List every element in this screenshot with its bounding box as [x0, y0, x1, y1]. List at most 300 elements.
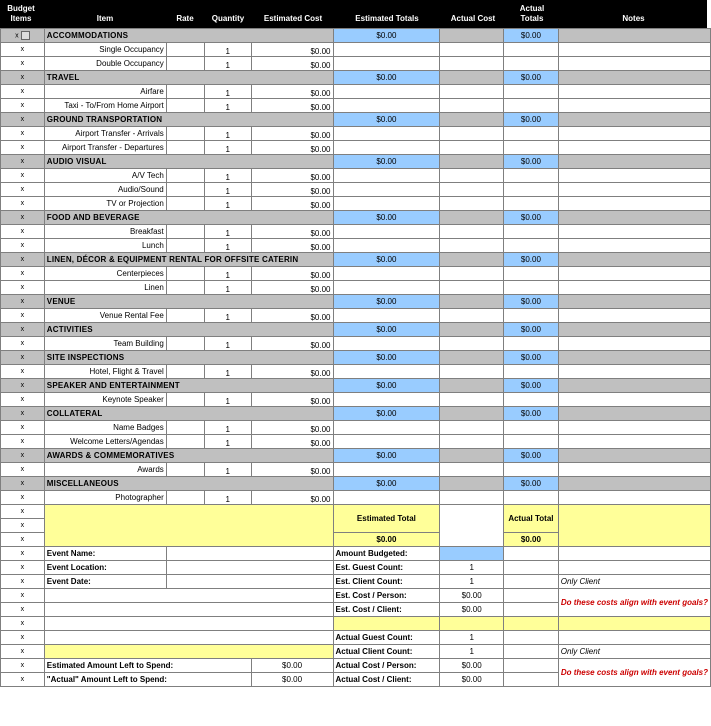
item-row [1, 435, 711, 449]
header-estimated-cost[interactable]: Estimated Cost [263, 14, 323, 23]
item-name[interactable]: Awards [44, 463, 166, 477]
actual-left-label: "Actual" Amount Left to Spend: [44, 673, 251, 687]
actual-totals-cell [504, 239, 559, 253]
actual-totals-cell [504, 225, 559, 239]
category-row [1, 379, 711, 393]
item-row [1, 239, 711, 253]
est-client-count-value[interactable]: 1 [440, 575, 504, 589]
filter-dropdown-icon[interactable] [21, 31, 30, 40]
estimated-totals-cell [333, 169, 440, 183]
item-row [1, 281, 711, 295]
row-marker: x [1, 57, 45, 71]
actual-cost-cell[interactable] [440, 477, 504, 491]
notes-cell[interactable] [558, 491, 710, 505]
item-name[interactable]: Linen [44, 281, 166, 295]
quantity-cell[interactable]: 1 [204, 281, 251, 295]
actual-cost-cell[interactable] [440, 323, 504, 337]
category-row [1, 71, 711, 85]
row-marker: x [1, 533, 45, 547]
est-cost-client-label: Est. Cost / Client: [333, 603, 440, 617]
category-name: COLLATERAL [44, 407, 333, 421]
category-row [1, 407, 711, 421]
estimated-total-cell: $0.00 [333, 155, 440, 169]
rate-cell[interactable] [166, 57, 204, 71]
notes-cell[interactable] [558, 57, 710, 71]
actual-totals-cell [504, 421, 559, 435]
item-row [1, 43, 711, 57]
actual-cost-cell[interactable] [440, 141, 504, 155]
notes-cell[interactable] [558, 183, 710, 197]
item-row [1, 225, 711, 239]
item-name[interactable]: Hotel, Flight & Travel [44, 365, 166, 379]
est-cost-person-row [1, 589, 711, 603]
estimated-totals-cell [333, 421, 440, 435]
row-marker: x [1, 575, 45, 589]
item-name[interactable]: Venue Rental Fee [44, 309, 166, 323]
actual-cost-cell[interactable] [440, 463, 504, 477]
event-name-input[interactable] [166, 547, 333, 561]
estimated-cost-cell: $0.00 [251, 99, 333, 113]
notes-cell[interactable] [558, 169, 710, 183]
notes-cell[interactable] [558, 43, 710, 57]
category-name: TRAVEL [44, 71, 333, 85]
actual-cost-cell[interactable] [440, 281, 504, 295]
item-row [1, 183, 711, 197]
actual-cost-cell[interactable] [440, 421, 504, 435]
category-name: ACTIVITIES [44, 323, 333, 337]
actual-cost-cell[interactable] [440, 225, 504, 239]
actual-cost-cell[interactable] [440, 99, 504, 113]
item-name[interactable]: A/V Tech [44, 169, 166, 183]
row-marker: x [1, 407, 45, 421]
estimated-totals-cell [333, 225, 440, 239]
actual-cost-cell[interactable] [440, 379, 504, 393]
rate-cell[interactable] [166, 85, 204, 99]
estimated-total-cell: $0.00 [333, 477, 440, 491]
header-actual-totals[interactable]: Actual Totals [519, 4, 545, 23]
estimated-cost-cell: $0.00 [251, 43, 333, 57]
actual-client-count-value[interactable]: 1 [440, 645, 504, 659]
estimated-total-cell: $0.00 [333, 71, 440, 85]
notes-cell[interactable] [558, 421, 710, 435]
category-row [1, 29, 711, 43]
estimated-totals-cell [333, 141, 440, 155]
rate-cell[interactable] [166, 463, 204, 477]
notes-cell[interactable] [558, 211, 710, 225]
category-row [1, 211, 711, 225]
actual-total-cell: $0.00 [504, 29, 559, 43]
category-row [1, 323, 711, 337]
quantity-cell[interactable]: 1 [204, 309, 251, 323]
category-name: GROUND TRANSPORTATION [44, 113, 333, 127]
estimated-total-label: Estimated Total [333, 505, 440, 533]
notes-cell[interactable] [558, 463, 710, 477]
actual-totals-cell [504, 127, 559, 141]
actual-cost-cell[interactable] [440, 57, 504, 71]
est-client-count-label: Est. Client Count: [333, 575, 440, 589]
estimated-cost-cell: $0.00 [251, 337, 333, 351]
rate-cell[interactable] [166, 421, 204, 435]
actual-guest-count-row [1, 631, 711, 645]
row-marker: x [1, 225, 45, 239]
row-marker: x [1, 589, 45, 603]
quantity-cell[interactable]: 1 [204, 85, 251, 99]
row-marker: x [1, 253, 45, 267]
row-marker: x [1, 547, 45, 561]
actual-cost-cell[interactable] [440, 169, 504, 183]
rate-cell[interactable] [166, 197, 204, 211]
actual-total-cell: $0.00 [504, 477, 559, 491]
est-cost-person-value: $0.00 [440, 589, 504, 603]
category-row [1, 351, 711, 365]
quantity-cell[interactable]: 1 [204, 197, 251, 211]
actual-cost-cell[interactable] [440, 183, 504, 197]
estimated-total-cell: $0.00 [333, 113, 440, 127]
item-name[interactable]: Double Occupancy [44, 57, 166, 71]
notes-cell[interactable] [558, 99, 710, 113]
estimated-totals-cell [333, 463, 440, 477]
quantity-cell[interactable]: 1 [204, 435, 251, 449]
item-name[interactable]: Single Occupancy [44, 43, 166, 57]
notes-cell[interactable] [558, 225, 710, 239]
notes-cell[interactable] [558, 281, 710, 295]
category-name: AWARDS & COMMEMORATIVES [44, 449, 333, 463]
quantity-cell[interactable]: 1 [204, 169, 251, 183]
actual-cost-cell[interactable] [440, 295, 504, 309]
actual-cost-cell[interactable] [440, 435, 504, 449]
rate-cell[interactable] [166, 365, 204, 379]
actual-cost-cell[interactable] [440, 365, 504, 379]
header-actual-cost[interactable]: Actual Cost [450, 14, 496, 23]
item-row [1, 127, 711, 141]
estimated-totals-cell [333, 365, 440, 379]
estimated-totals-cell [333, 435, 440, 449]
header-quantity[interactable]: Quantity [211, 14, 245, 23]
item-name[interactable]: Name Badges [44, 421, 166, 435]
row-marker: x [1, 29, 45, 43]
actual-totals-cell [504, 43, 559, 57]
item-row [1, 197, 711, 211]
actual-client-count-label: Actual Client Count: [333, 645, 440, 659]
quantity-cell[interactable]: 1 [204, 239, 251, 253]
item-name[interactable]: Audio/Sound [44, 183, 166, 197]
actual-totals-cell [504, 463, 559, 477]
notes-cell[interactable] [558, 295, 710, 309]
category-name: ACCOMMODATIONS [44, 29, 333, 43]
actual-cost-cell[interactable] [440, 127, 504, 141]
actual-total-value[interactable]: $0.00 [504, 533, 559, 547]
rate-cell[interactable] [166, 281, 204, 295]
header-estimated-totals[interactable]: Estimated Totals [355, 14, 419, 23]
actual-total-cell: $0.00 [504, 113, 559, 127]
actual-cost-cell[interactable] [440, 85, 504, 99]
estimated-cost-cell: $0.00 [251, 435, 333, 449]
estimated-total-value[interactable]: $0.00 [333, 533, 440, 547]
estimated-totals-cell [333, 99, 440, 113]
notes-cell[interactable] [558, 155, 710, 169]
estimated-totals-cell [333, 43, 440, 57]
item-name[interactable]: Team Building [44, 337, 166, 351]
actual-cost-cell[interactable] [440, 211, 504, 225]
quantity-cell[interactable]: 1 [204, 463, 251, 477]
row-marker: x [1, 645, 45, 659]
event-name-row [1, 547, 711, 561]
row-marker: x [1, 183, 45, 197]
notes-cell[interactable] [558, 197, 710, 211]
event-name-label: Event Name: [44, 547, 166, 561]
event-date-label: Event Date: [44, 575, 166, 589]
notes-cell[interactable] [558, 141, 710, 155]
est-guest-count-label: Est. Guest Count: [333, 561, 440, 575]
est-cost-person-label: Est. Cost / Person: [333, 589, 440, 603]
event-location-input[interactable] [166, 561, 333, 575]
item-name[interactable]: Airfare [44, 85, 166, 99]
notes-cell[interactable] [558, 393, 710, 407]
row-marker: x [1, 323, 45, 337]
item-name[interactable]: Welcome Letters/Agendas [44, 435, 166, 449]
rate-cell[interactable] [166, 309, 204, 323]
notes-cell[interactable] [558, 267, 710, 281]
estimated-total-cell: $0.00 [333, 253, 440, 267]
actual-totals-cell [504, 309, 559, 323]
actual-cost-cell[interactable] [440, 29, 504, 43]
header-rate[interactable]: Rate [176, 14, 194, 23]
header-notes[interactable]: Notes [622, 14, 645, 23]
actual-cost-person-label: Actual Cost / Person: [333, 659, 440, 673]
actual-cost-cell[interactable] [440, 43, 504, 57]
actual-cost-cell[interactable] [440, 239, 504, 253]
actual-cost-cell[interactable] [440, 393, 504, 407]
row-marker: x [1, 85, 45, 99]
actual-cost-cell[interactable] [440, 197, 504, 211]
estimated-total-cell: $0.00 [333, 449, 440, 463]
notes-cell[interactable] [558, 351, 710, 365]
event-date-input[interactable] [166, 575, 333, 589]
rate-cell[interactable] [166, 393, 204, 407]
category-row [1, 113, 711, 127]
actual-totals-cell [504, 99, 559, 113]
est-left-label: Estimated Amount Left to Spend: [44, 659, 251, 673]
quantity-cell[interactable]: 1 [204, 421, 251, 435]
item-name[interactable]: Lunch [44, 239, 166, 253]
estimated-cost-cell: $0.00 [251, 57, 333, 71]
item-row [1, 463, 711, 477]
rate-cell[interactable] [166, 225, 204, 239]
actual-totals-cell [504, 393, 559, 407]
actual-cost-cell[interactable] [440, 407, 504, 421]
estimated-cost-cell: $0.00 [251, 365, 333, 379]
actual-cost-cell[interactable] [440, 449, 504, 463]
row-marker: x [1, 351, 45, 365]
quantity-cell[interactable]: 1 [204, 267, 251, 281]
actual-cost-cell[interactable] [440, 71, 504, 85]
item-row [1, 141, 711, 155]
amount-budgeted-label: Amount Budgeted: [333, 547, 440, 561]
quantity-cell[interactable]: 1 [204, 99, 251, 113]
item-row [1, 57, 711, 71]
actual-guest-count-value[interactable]: 1 [440, 631, 504, 645]
row-marker: x [1, 309, 45, 323]
actual-totals-cell [504, 197, 559, 211]
notes-cell[interactable] [558, 29, 710, 43]
notes-cell[interactable] [558, 113, 710, 127]
quantity-cell[interactable]: 1 [204, 43, 251, 57]
quantity-cell[interactable]: 1 [204, 225, 251, 239]
item-name[interactable]: Keynote Speaker [44, 393, 166, 407]
category-name: SPEAKER AND ENTERTAINMENT [44, 379, 333, 393]
rate-cell[interactable] [166, 127, 204, 141]
estimated-cost-cell: $0.00 [251, 281, 333, 295]
quantity-cell[interactable]: 1 [204, 127, 251, 141]
item-name[interactable]: Photographer [44, 491, 166, 505]
quantity-cell[interactable]: 1 [204, 365, 251, 379]
actual-cost-cell[interactable] [440, 491, 504, 505]
category-name: FOOD AND BEVERAGE [44, 211, 333, 225]
actual-totals-cell [504, 183, 559, 197]
item-row [1, 365, 711, 379]
rate-cell[interactable] [166, 183, 204, 197]
quantity-cell[interactable]: 1 [204, 337, 251, 351]
estimated-totals-cell [333, 239, 440, 253]
category-name: AUDIO VISUAL [44, 155, 333, 169]
estimated-totals-cell [333, 309, 440, 323]
item-name[interactable]: Breakfast [44, 225, 166, 239]
item-row [1, 491, 711, 505]
actual-totals-cell [504, 85, 559, 99]
est-guest-count-value[interactable]: 1 [440, 561, 504, 575]
estimated-totals-cell [333, 183, 440, 197]
quantity-cell[interactable]: 1 [204, 141, 251, 155]
amount-budgeted-input[interactable] [440, 547, 504, 561]
estimated-totals-cell [333, 281, 440, 295]
notes-cell[interactable] [558, 239, 710, 253]
actual-totals-cell [504, 141, 559, 155]
row-marker: x [1, 393, 45, 407]
estimated-totals-cell [333, 197, 440, 211]
row-marker: x [1, 365, 45, 379]
rate-cell[interactable] [166, 99, 204, 113]
estimated-cost-cell: $0.00 [251, 225, 333, 239]
row-marker: x [1, 141, 45, 155]
notes-cell[interactable] [558, 337, 710, 351]
rate-cell[interactable] [166, 239, 204, 253]
item-name[interactable]: Centerpieces [44, 267, 166, 281]
actual-total-cell: $0.00 [504, 323, 559, 337]
quantity-cell[interactable]: 1 [204, 183, 251, 197]
rate-cell[interactable] [166, 337, 204, 351]
item-name[interactable]: Airport Transfer - Arrivals [44, 127, 166, 141]
estimated-total-cell: $0.00 [333, 379, 440, 393]
row-marker: x [1, 113, 45, 127]
actual-cost-client-label: Actual Cost / Client: [333, 673, 440, 687]
row-marker: x [1, 617, 45, 631]
only-client-note: Only Client [558, 575, 710, 589]
notes-cell[interactable] [558, 379, 710, 393]
notes-cell[interactable] [558, 477, 710, 491]
row-marker: x [1, 295, 45, 309]
est-left-row [1, 659, 711, 673]
row-marker: x [1, 197, 45, 211]
notes-cell[interactable] [558, 435, 710, 449]
actual-total-cell: $0.00 [504, 407, 559, 421]
actual-cost-cell[interactable] [440, 113, 504, 127]
notes-cell[interactable] [558, 85, 710, 99]
quantity-cell[interactable]: 1 [204, 57, 251, 71]
estimated-cost-cell: $0.00 [251, 421, 333, 435]
category-row [1, 295, 711, 309]
actual-cost-cell[interactable] [440, 155, 504, 169]
notes-cell[interactable] [558, 253, 710, 267]
estimated-cost-cell: $0.00 [251, 85, 333, 99]
row-marker: x [1, 505, 45, 519]
rate-cell[interactable] [166, 141, 204, 155]
rate-cell[interactable] [166, 43, 204, 57]
notes-cell[interactable] [558, 407, 710, 421]
item-row [1, 393, 711, 407]
actual-total-cell: $0.00 [504, 449, 559, 463]
header-budget-items[interactable]: Budget Items [7, 4, 35, 23]
item-row [1, 169, 711, 183]
item-name[interactable]: TV or Projection [44, 197, 166, 211]
notes-cell[interactable] [558, 449, 710, 463]
estimated-cost-cell: $0.00 [251, 239, 333, 253]
summary-row-1 [1, 505, 711, 519]
row-marker: x [1, 337, 45, 351]
actual-cost-cell[interactable] [440, 337, 504, 351]
estimated-totals-cell [333, 491, 440, 505]
row-marker: x [1, 449, 45, 463]
row-marker: x [1, 127, 45, 141]
summary-notes [558, 505, 710, 547]
item-name[interactable]: Taxi - To/From Home Airport [44, 99, 166, 113]
rate-cell[interactable] [166, 169, 204, 183]
actual-cost-cell[interactable] [440, 253, 504, 267]
notes-cell[interactable] [558, 127, 710, 141]
notes-cell[interactable] [558, 323, 710, 337]
estimated-totals-cell [333, 57, 440, 71]
notes-cell[interactable] [558, 309, 710, 323]
align-question-2: Do these costs align with event goals? [558, 659, 710, 687]
estimated-cost-cell: $0.00 [251, 267, 333, 281]
notes-cell[interactable] [558, 365, 710, 379]
row-marker: x [1, 561, 45, 575]
row-marker: x [1, 239, 45, 253]
quantity-cell[interactable]: 1 [204, 491, 251, 505]
row-marker: x [1, 603, 45, 617]
quantity-cell[interactable]: 1 [204, 393, 251, 407]
category-name: MISCELLANEOUS [44, 477, 333, 491]
category-row [1, 449, 711, 463]
actual-totals-cell [504, 491, 559, 505]
rate-cell[interactable] [166, 267, 204, 281]
est-cost-client-value: $0.00 [440, 603, 504, 617]
estimated-totals-cell [333, 267, 440, 281]
budget-table [0, 28, 711, 687]
rate-cell[interactable] [166, 435, 204, 449]
actual-cost-cell[interactable] [440, 267, 504, 281]
actual-cost-cell[interactable] [440, 351, 504, 365]
actual-total-cell: $0.00 [504, 295, 559, 309]
header-item[interactable]: Item [96, 14, 114, 23]
notes-cell[interactable] [558, 71, 710, 85]
row-marker: x [1, 43, 45, 57]
row-marker: x [1, 477, 45, 491]
row-marker: x [1, 519, 45, 533]
actual-cost-cell[interactable] [440, 309, 504, 323]
estimated-cost-cell: $0.00 [251, 183, 333, 197]
item-name[interactable]: Airport Transfer - Departures [44, 141, 166, 155]
rate-cell[interactable] [166, 491, 204, 505]
